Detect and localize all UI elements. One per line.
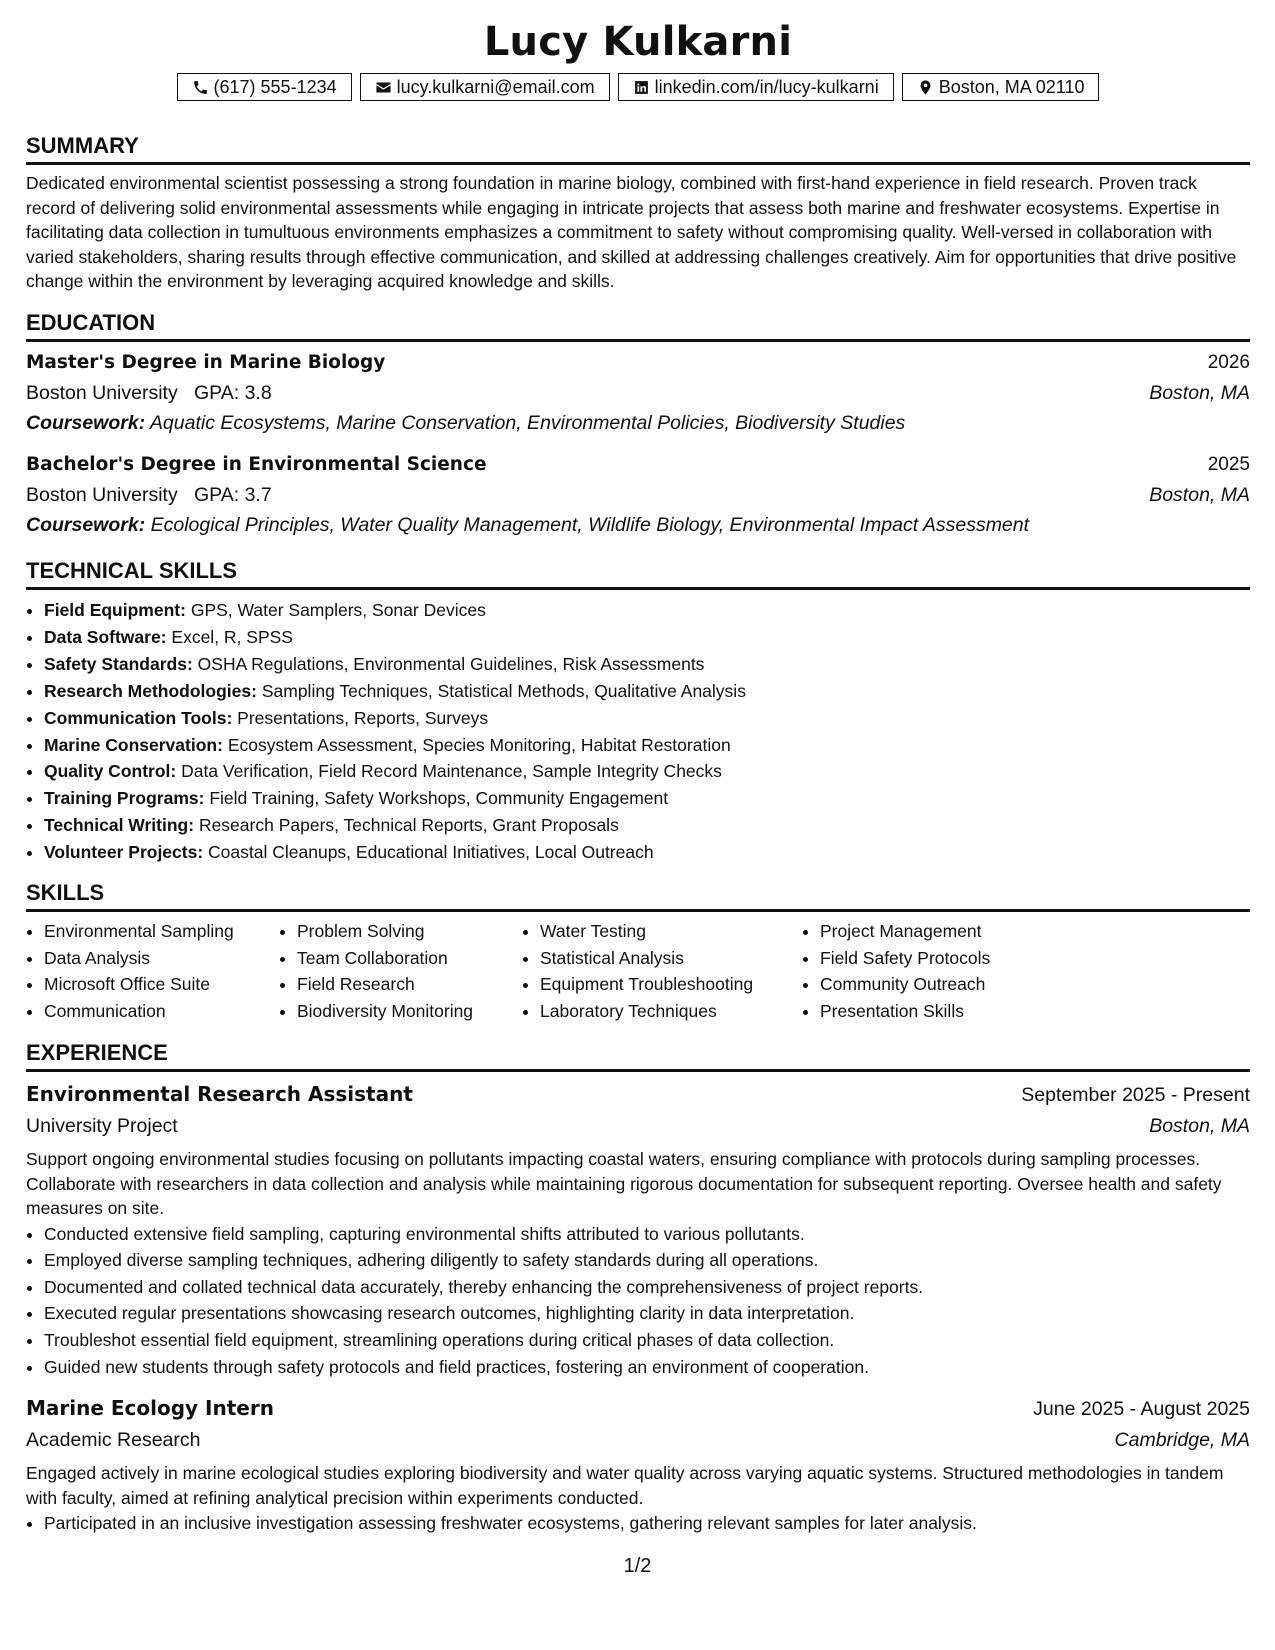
summary-section bbox=[26, 133, 1250, 294]
skill-category: Safety Standards: bbox=[44, 653, 193, 674]
skill-category: Volunteer Projects: bbox=[44, 842, 204, 863]
list-item bbox=[44, 758, 1250, 785]
job-location: Cambridge, MA bbox=[1114, 1429, 1250, 1452]
skill-values: Data Verification, Field Record Maintenance, Sample Integrity Checks bbox=[181, 761, 722, 782]
contact-linkedin[interactable] bbox=[618, 73, 894, 101]
list-item: • Statistical Analysis bbox=[540, 945, 802, 972]
skill-values: Presentations, Reports, Surveys bbox=[237, 707, 489, 728]
location-text: Boston, MA 02110 bbox=[938, 77, 1085, 97]
job-bullets bbox=[26, 1510, 1250, 1537]
job-entry bbox=[26, 1392, 1250, 1537]
job-description: Support ongoing environmental studies focusing on pollutants impacting coastal waters, ensuring compliance with protocols during sampling processes. Collaborate with researchers in data collection and analysis while maintaining rigorous documentation for subsequent reporting. Oversee health and safety measures on site. bbox=[26, 1149, 1222, 1219]
coursework-label: Coursework: bbox=[26, 513, 146, 536]
list-item: • Communication bbox=[44, 998, 279, 1025]
list-item bbox=[44, 705, 1250, 732]
job-organization: Academic Research bbox=[26, 1429, 201, 1452]
section-title-technical-skills: TECHNICAL SKILLS bbox=[26, 558, 1250, 590]
section-title-education: EDUCATION bbox=[26, 310, 1250, 342]
job-organization: University Project bbox=[26, 1115, 178, 1138]
candidate-name: Lucy Kulkarni bbox=[483, 19, 793, 65]
resume-page bbox=[26, 18, 1250, 1537]
job-location: Boston, MA bbox=[1149, 1115, 1250, 1138]
skills-column bbox=[26, 918, 279, 1024]
degree-title: Bachelor's Degree in Environmental Science bbox=[26, 453, 487, 475]
list-item: • Laboratory Techniques bbox=[540, 998, 802, 1025]
gpa: GPA: 3.7 bbox=[194, 483, 272, 506]
section-title-skills: SKILLS bbox=[26, 880, 1250, 912]
skills-grid bbox=[26, 918, 1250, 1024]
skill-values: Ecosystem Assessment, Species Monitoring, Habitat Restoration bbox=[227, 734, 731, 755]
list-item: • Community Outreach bbox=[820, 971, 1080, 998]
list-item bbox=[44, 785, 1250, 812]
job-dates: September 2025 - Present bbox=[1021, 1084, 1250, 1107]
skills-column bbox=[802, 918, 1080, 1024]
list-item: • Biodiversity Monitoring bbox=[297, 998, 522, 1025]
list-item: • Executed regular presentations showcasing research outcomes, highlighting clarity in data interpretation. bbox=[44, 1300, 1250, 1327]
degree-year: 2026 bbox=[1207, 351, 1250, 373]
skill-category: Research Methodologies: bbox=[44, 680, 257, 701]
education-entry bbox=[26, 348, 1250, 438]
section-title-summary: SUMMARY bbox=[26, 133, 1250, 165]
list-item: • Microsoft Office Suite bbox=[44, 971, 279, 998]
contact-bar bbox=[26, 73, 1250, 101]
map-pin-icon bbox=[917, 79, 934, 96]
section-title-experience: EXPERIENCE bbox=[26, 1040, 1250, 1072]
technical-skills-list bbox=[26, 597, 1250, 866]
page-number: 1/2 bbox=[623, 1555, 652, 1577]
contact-phone bbox=[177, 73, 352, 101]
coursework-list: Ecological Principles, Water Quality Management, Wildlife Biology, Environmental Impact Assessment bbox=[150, 513, 1030, 536]
list-item: • Water Testing bbox=[540, 918, 802, 945]
degree-title: Master's Degree in Marine Biology bbox=[26, 351, 386, 373]
school-line bbox=[26, 480, 272, 510]
coursework-line bbox=[26, 510, 1250, 540]
list-item: • Data Analysis bbox=[44, 945, 279, 972]
list-item: • Employed diverse sampling techniques, adhering diligently to safety standards during all operations. bbox=[44, 1247, 1250, 1274]
contact-email[interactable] bbox=[360, 73, 610, 101]
skill-category: Data Software: bbox=[44, 626, 167, 647]
school-name: Boston University bbox=[26, 483, 178, 506]
list-item: • Troubleshot essential field equipment, streamlining operations during critical phases of data collection. bbox=[44, 1327, 1250, 1354]
list-item bbox=[44, 651, 1250, 678]
skill-values: Sampling Techniques, Statistical Methods, Qualitative Analysis bbox=[261, 680, 746, 701]
job-dates: June 2025 - August 2025 bbox=[1033, 1398, 1250, 1421]
school-location: Boston, MA bbox=[1149, 381, 1250, 404]
skills-column bbox=[522, 918, 802, 1024]
coursework-label: Coursework: bbox=[26, 411, 146, 434]
linkedin-icon bbox=[633, 79, 650, 96]
list-item bbox=[44, 812, 1250, 839]
skill-values: Coastal Cleanups, Educational Initiatives, Local Outreach bbox=[208, 842, 654, 863]
skill-category: Communication Tools: bbox=[44, 707, 233, 728]
list-item: • Problem Solving bbox=[297, 918, 522, 945]
gpa: GPA: 3.8 bbox=[194, 381, 272, 404]
envelope-icon bbox=[375, 79, 392, 96]
phone-icon bbox=[192, 79, 209, 96]
job-bullets bbox=[26, 1221, 1250, 1381]
skill-values: Excel, R, SPSS bbox=[171, 626, 293, 647]
skill-category: Field Equipment: bbox=[44, 599, 186, 620]
list-item bbox=[44, 624, 1250, 651]
contact-location bbox=[902, 73, 1100, 101]
list-item: • Participated in an inclusive investigation assessing freshwater ecosystems, gathering relevant samples for later analysis. bbox=[44, 1510, 1250, 1537]
email-link[interactable]: lucy.kulkarni@email.com bbox=[396, 77, 595, 97]
summary-text: Dedicated environmental scientist possessing a strong foundation in marine biology, combined with first-hand experience in field research. Proven track record of delivering solid environmental assessments while engaging in intricate projects that assess both marine and freshwater ecosystems. Expertise in facilitating data collection in tumultuous environments emphasizes a commitment to safety without compromising quality. Well-versed in collaboration with varied stakeholders, sharing results through effective communication, and skilled at addressing challenges creatively. Aim for opportunities that drive positive change within the environment by leveraging acquired knowledge and skills. bbox=[26, 173, 1237, 292]
phone-text: (617) 555-1234 bbox=[213, 77, 337, 97]
experience-section bbox=[26, 1040, 1250, 1537]
job-entry bbox=[26, 1078, 1250, 1380]
skill-category: Marine Conservation: bbox=[44, 734, 223, 755]
linkedin-link[interactable]: linkedin.com/in/lucy-kulkarni bbox=[654, 77, 879, 97]
list-item bbox=[44, 597, 1250, 624]
list-item bbox=[44, 732, 1250, 759]
skill-values: OSHA Regulations, Environmental Guidelines, Risk Assessments bbox=[197, 653, 705, 674]
skill-values: Research Papers, Technical Reports, Grant Proposals bbox=[198, 815, 619, 836]
skill-category: Technical Writing: bbox=[44, 815, 195, 836]
degree-year: 2025 bbox=[1207, 453, 1250, 475]
coursework-line bbox=[26, 408, 1250, 438]
list-item: • Field Safety Protocols bbox=[820, 945, 1080, 972]
job-title: Marine Ecology Intern bbox=[26, 1396, 274, 1421]
job-description: Engaged actively in marine ecological studies exploring biodiversity and water quality across varying aquatic systems. Structured methodologies in tandem with faculty, aimed at refining analytical precision within experiments conducted. bbox=[26, 1463, 1224, 1508]
list-item: • Team Collaboration bbox=[297, 945, 522, 972]
skills-section bbox=[26, 880, 1250, 1024]
school-location: Boston, MA bbox=[1149, 483, 1250, 506]
list-item: • Field Research bbox=[297, 971, 522, 998]
school-name: Boston University bbox=[26, 381, 178, 404]
list-item: • Presentation Skills bbox=[820, 998, 1080, 1025]
job-title: Environmental Research Assistant bbox=[26, 1082, 413, 1107]
skill-category: Quality Control: bbox=[44, 761, 177, 782]
list-item bbox=[44, 839, 1250, 866]
list-item bbox=[44, 678, 1250, 705]
education-section bbox=[26, 310, 1250, 540]
skill-values: Field Training, Safety Workshops, Community Engagement bbox=[209, 788, 669, 809]
technical-skills-section bbox=[26, 558, 1250, 866]
coursework-list: Aquatic Ecosystems, Marine Conservation, Environmental Policies, Biodiversity Studies bbox=[149, 411, 906, 434]
skill-values: GPS, Water Samplers, Sonar Devices bbox=[190, 599, 486, 620]
list-item: • Equipment Troubleshooting bbox=[540, 971, 802, 998]
list-item: • Conducted extensive field sampling, capturing environmental shifts attributed to various pollutants. bbox=[44, 1221, 1250, 1248]
skill-category: Training Programs: bbox=[44, 788, 205, 809]
list-item: • Project Management bbox=[820, 918, 1080, 945]
school-line bbox=[26, 378, 272, 408]
education-entry bbox=[26, 450, 1250, 540]
skills-column bbox=[279, 918, 522, 1024]
list-item: • Environmental Sampling bbox=[44, 918, 279, 945]
list-item: • Guided new students through safety protocols and field practices, fostering an environment of cooperation. bbox=[44, 1354, 1250, 1381]
list-item: • Documented and collated technical data accurately, thereby enhancing the comprehensiveness of project reports. bbox=[44, 1274, 1250, 1301]
